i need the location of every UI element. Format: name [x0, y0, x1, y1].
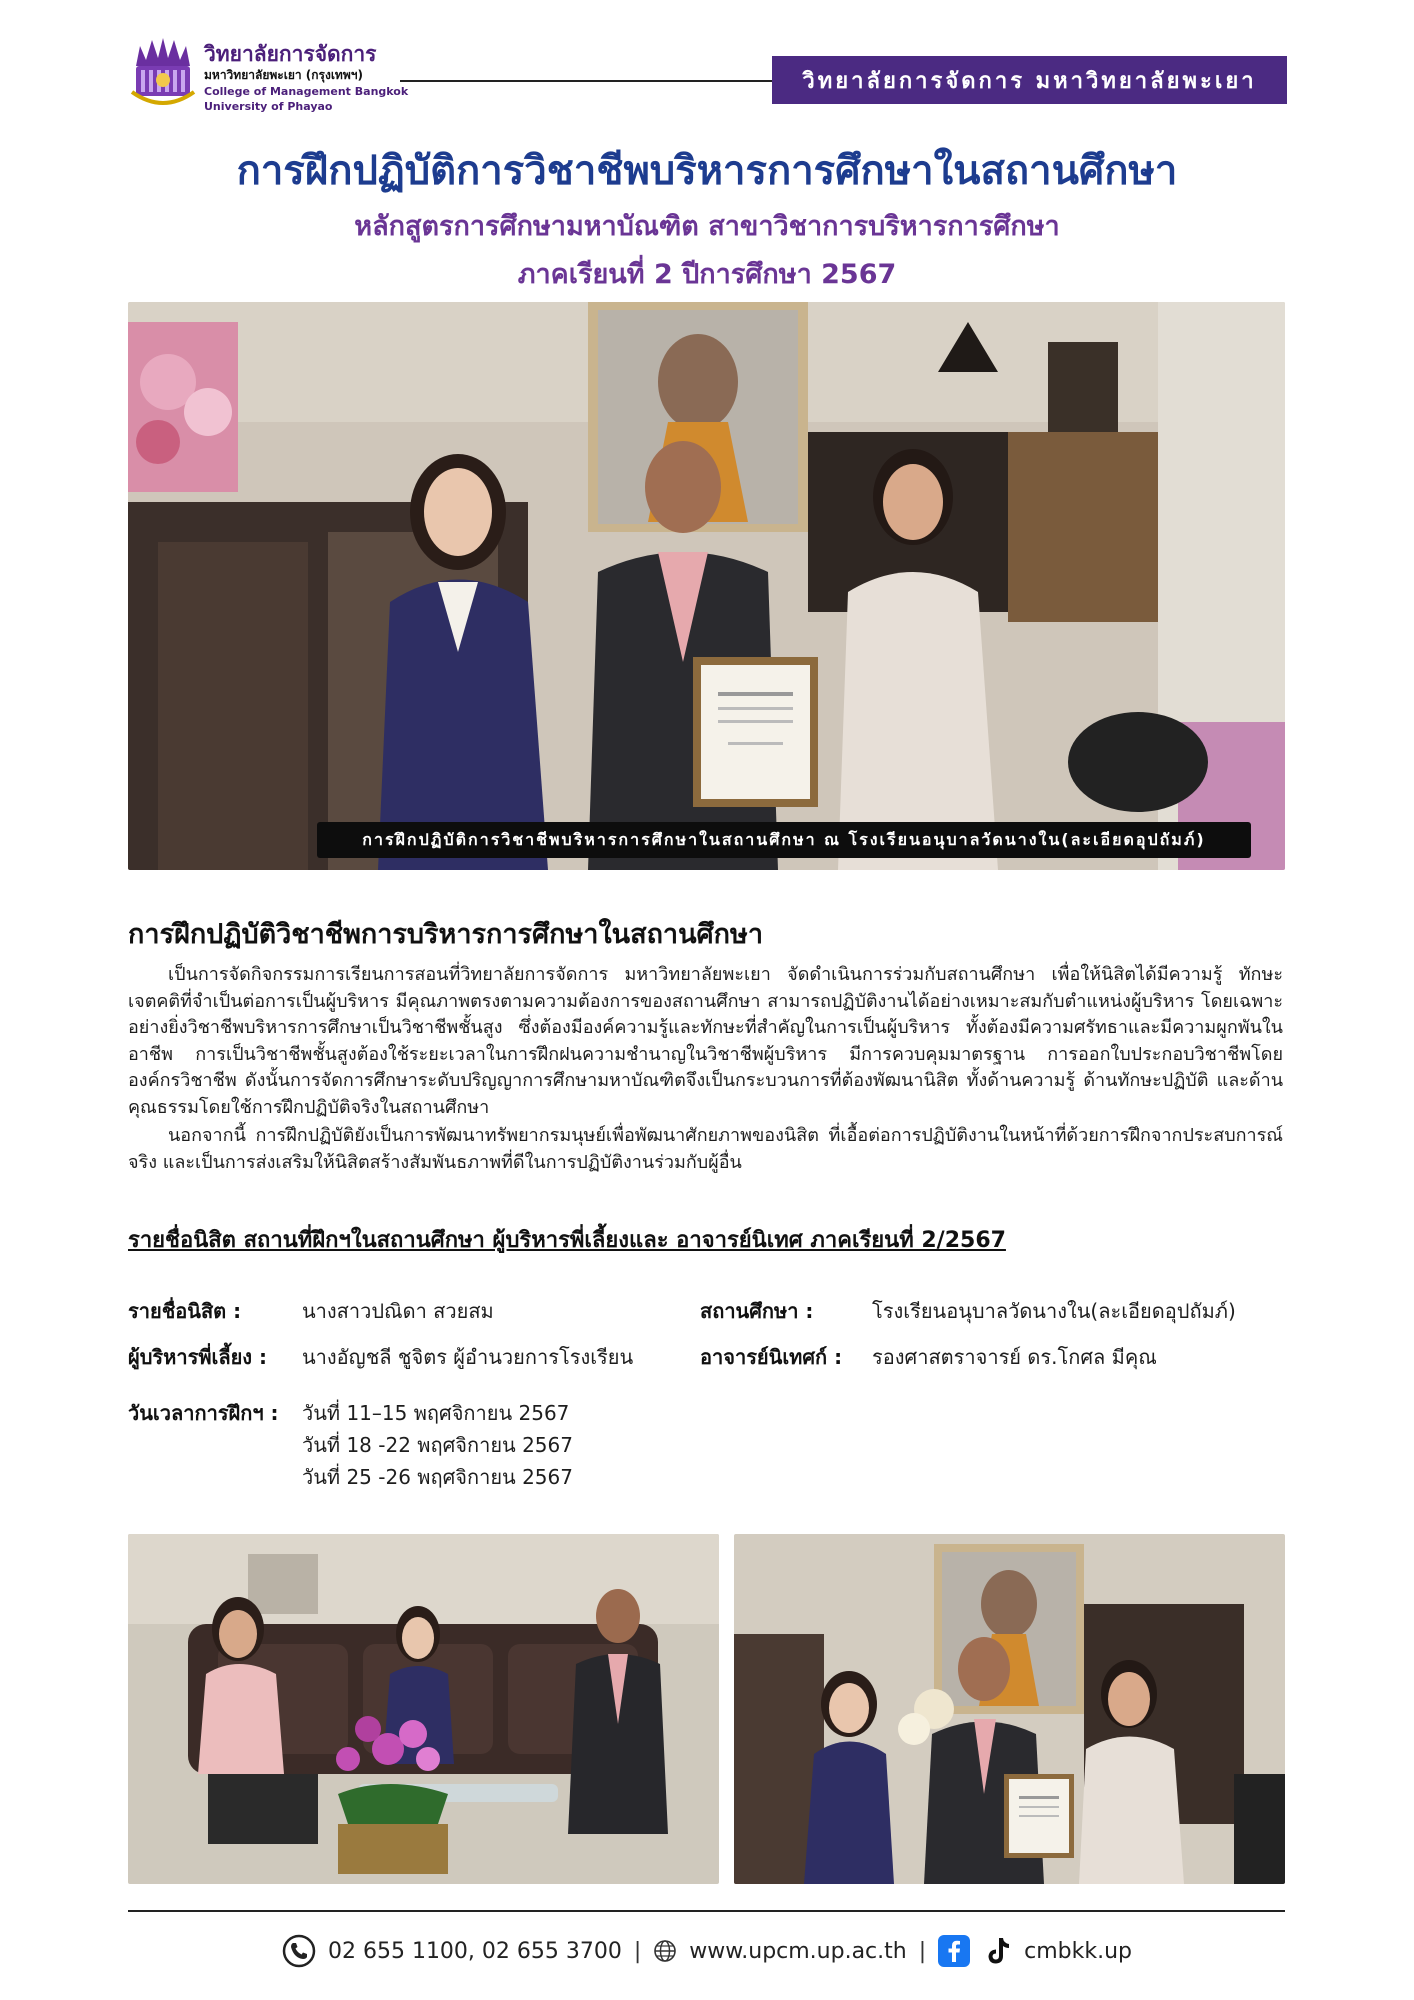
tiktok-icon[interactable] — [982, 1935, 1012, 1967]
contact-footer — [0, 1934, 1414, 1968]
social-handle[interactable]: cmbkk.up — [1024, 1938, 1133, 1964]
photo-caption: การฝึกปฏิบัติการวิชาชีพบริหารการศึกษาในสถานศึกษา ณ โรงเรียนอนุบาลวัดนางใน(ละเอียดอุปถัมภ์) — [317, 822, 1251, 858]
photo-meeting-sofa — [128, 1534, 719, 1884]
dates-label: วันเวลาการฝึกฯ : — [128, 1401, 279, 1425]
footer-separator: | — [918, 1938, 927, 1964]
training-date-2: วันที่ 18 -22 พฤศจิกายน 2567 — [302, 1433, 573, 1457]
logo-university-english: University of Phayao — [204, 100, 333, 113]
globe-icon — [653, 1939, 677, 1963]
website-link[interactable]: www.upcm.up.ac.th — [689, 1938, 907, 1964]
phone-icon — [282, 1934, 316, 1968]
mentor-label: ผู้บริหารพี่เลี้ยง : — [128, 1345, 268, 1369]
main-photo-certificate-ceremony — [128, 302, 1285, 870]
training-date-1: วันที่ 11–15 พฤศจิกายน 2567 — [302, 1401, 570, 1425]
training-date-3: วันที่ 25 -26 พฤศจิกายน 2567 — [302, 1465, 573, 1489]
mentor-value: นางอัญชลี ชูจิตร ผู้อำนวยการโรงเรียน — [302, 1345, 634, 1369]
header-divider — [400, 80, 772, 82]
body-paragraph-1: เป็นการจัดกิจกรรมการเรียนการสอนที่วิทยาลัยการจัดการ มหาวิทยาลัยพะเยา จัดดำเนินการร่วมกับสถานศึกษา เพื่อให้นิสิตได้มีความรู้ ทักษะ เจตคติที่จำเป็นต่อการเป็นผู้บริหาร มีคุณภาพตรงตามความต้องการของสถานศึกษา สามารถปฏิบัติงานได้อย่างเหมาะสมกับตำแหน่งผู้บริหาร โดยเฉพาะอย่างยิ่งวิชาชีพบริหารการศึกษาเป็นวิชาชีพชั้นสูง ซึ่งต้องมีองค์ความรู้และทักษะที่สำคัญในการเป็นผู้บริหาร ทั้งต้องมีความศรัทธาและมีความผูกพันในอาชีพ การเป็นวิชาชีพชั้นสูงต้องใช้ระยะเวลาในการฝึกฝนความชำนาญในวิชาชีพผู้บริหาร มีการควบคุมมาตรฐาน การออกใบประกอบวิชาชีพโดยองค์กรวิชาชีพ ดังนั้นการจัดการศึกษาระดับปริญญาการศึกษามหาบัณฑิตจึงเป็นกระบวนการที่ต้องพัฒนานิสิต ทั้งด้านความรู้ ด้านทักษะปฏิบัติ และด้านคุณธรรมโดยใช้การฝึกปฏิบัติจริงในสถานศึกษา — [128, 964, 1283, 1118]
phone-numbers[interactable]: 02 655 1100, 02 655 3700 — [327, 1938, 622, 1964]
logo-name-english: College of Management Bangkok — [204, 85, 409, 98]
college-logo — [130, 36, 196, 110]
college-banner: วิทยาลัยการจัดการ มหาวิทยาลัยพะเยา — [772, 56, 1287, 104]
section-heading: การฝึกปฏิบัติวิชาชีพการบริหารการศึกษาในสถานศึกษา — [128, 919, 763, 950]
program-subtitle: หลักสูตรการศึกษามหาบัณฑิต สาขาวิชาการบริหารการศึกษา — [354, 211, 1060, 242]
body-paragraph-2: นอกจากนี้ การฝึกปฏิบัติยังเป็นการพัฒนาทรัพยากรมนุษย์เพื่อพัฒนาศักยภาพของนิสิต ที่เอื้อต่อการปฏิบัติงานในหน้าที่ด้วยการฝึกจากประสบการณ์จริง และเป็นการส่งเสริมให้นิสิตสร้างสัมพันธภาพที่ดีในการปฏิบัติงานร่วมกับผู้อื่น — [128, 1125, 1283, 1173]
photo-certificate-handover — [734, 1534, 1285, 1884]
logo-name-thai: วิทยาลัยการจัดการ — [204, 42, 377, 66]
school-label: สถานศึกษา : — [700, 1299, 814, 1323]
supervisor-label: อาจารย์นิเทศก์ : — [700, 1345, 843, 1369]
footer-divider — [128, 1910, 1285, 1912]
page-title: การฝึกปฏิบัติการวิชาชีพบริหารการศึกษาในสถานศึกษา — [236, 148, 1178, 194]
student-label: รายชื่อนิสิต : — [128, 1299, 242, 1323]
supervisor-value: รองศาสตราจารย์ ดร.โกศล มีคุณ — [872, 1345, 1157, 1369]
footer-separator: | — [633, 1938, 642, 1964]
school-value: โรงเรียนอนุบาลวัดนางใน(ละเอียดอุปถัมภ์) — [872, 1299, 1236, 1323]
student-value: นางสาวปณิดา สวยสม — [302, 1299, 494, 1323]
facebook-icon[interactable] — [938, 1935, 970, 1967]
logo-subname-thai: มหาวิทยาลัยพะเยา (กรุงเทพฯ) — [204, 68, 363, 82]
semester-subtitle: ภาคเรียนที่ 2 ปีการศึกษา 2567 — [517, 259, 897, 290]
details-heading: รายชื่อนิสิต สถานที่ฝึกฯในสถานศึกษา ผู้บริหารพี่เลี้ยงและ อาจารย์นิเทศ ภาคเรียนที่ 2/2567 — [128, 1228, 1006, 1253]
